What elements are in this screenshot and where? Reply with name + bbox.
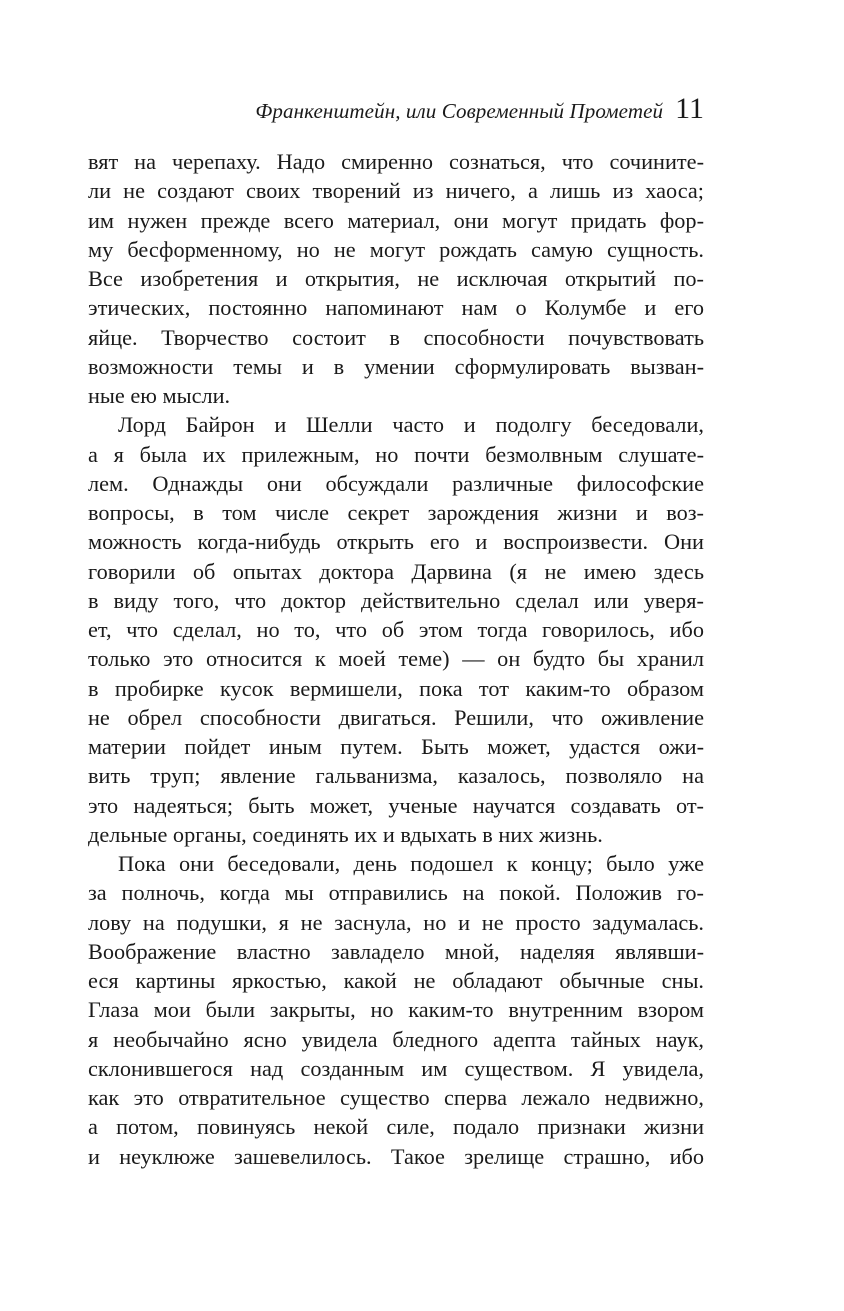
text-line: не обрел способности двигаться. Решили, что оживление [88, 704, 704, 730]
text-line: вят на черепаху. Надо смиренно сознаться, что сочините- [88, 149, 704, 174]
text-line: ли не создают своих творений из ничего, а лишь из хаоса; [88, 178, 704, 204]
text-line: лем. Однажды они обсуждали различные философские [88, 470, 704, 496]
text-line: в виду того, что доктор действительно сделал или уверя- [88, 587, 704, 613]
body-text [88, 147, 704, 1171]
text-line: а потом, повинуясь некой силе, подало признаки жизни [88, 1114, 704, 1140]
text-line: лову на подушки, я не заснула, но и не просто задумалась. [88, 909, 704, 935]
text-line: только это относится к моей теме) — он будто бы хранил [88, 646, 704, 672]
text-line: в пробирке кусок вермишели, пока тот каким-то образом [88, 675, 704, 701]
text-line: ет, что сделал, но то, что об этом тогда говорилось, ибо [88, 617, 704, 642]
text-line: Пока они беседовали, день подошел к концу; было уже [118, 851, 704, 876]
text-line: Воображение властно завладело мной, наделяя являвши- [88, 938, 704, 964]
paragraph-1 [88, 147, 704, 410]
text-line: материи пойдет иным путем. Быть может, удастся ожи- [88, 734, 704, 759]
text-line: говорили об опытах доктора Дарвина (я не имею здесь [88, 558, 704, 584]
text-line: дельные органы, соединять их и вдыхать в них жизнь. [88, 821, 603, 847]
text-line: Все изобретения и открытия, не исключая открытий по- [88, 266, 704, 291]
text-line: я необычайно ясно увидела бледного адепта тайных наук, [88, 1026, 704, 1052]
running-head [88, 92, 704, 126]
text-line: можность когда-нибудь открыть его и воспроизвести. Они [88, 529, 704, 555]
text-line: это надеяться; быть может, ученые научатся создавать от- [88, 792, 704, 818]
text-line: вопросы, в том числе секрет зарождения жизни и воз- [88, 500, 704, 525]
text-line: им нужен прежде всего материал, они могут придать фор- [88, 207, 704, 233]
text-line: еся картины яркостью, какой не обладают обычные сны. [88, 968, 704, 993]
text-line: за полночь, когда мы отправились на покой. Положив го- [88, 880, 704, 906]
running-title: Франкенштейн, или Современный Прометей [255, 99, 664, 123]
text-line: му бесформенному, но не могут рождать самую сущность. [88, 236, 704, 262]
text-line: вить труп; явление гальванизма, казалось, позволяло на [88, 763, 704, 789]
text-line: возможности темы и в умении сформулировать вызван- [88, 353, 704, 379]
text-line: яйце. Творчество состоит в способности почувствовать [88, 324, 704, 350]
text-line: ные ею мысли. [88, 383, 231, 408]
paragraph-3 [88, 849, 704, 1171]
text-line: Глаза мои были закрыты, но каким-то внутренним взором [88, 997, 704, 1023]
page-number: 11 [675, 92, 704, 125]
text-line: как это отвратительное существо сперва лежало недвижно, [88, 1085, 704, 1110]
paragraph-2 [88, 410, 704, 849]
text-line: а я была их прилежным, но почти безмолвным слушате- [88, 441, 704, 467]
text-line: склонившегося над созданным им существом. Я увидела, [88, 1055, 704, 1081]
text-line: этических, постоянно напоминают нам о Колумбе и его [88, 295, 704, 321]
text-line: и неуклюже зашевелилось. Такое зрелище страшно, ибо [88, 1143, 704, 1169]
text-line: Лорд Байрон и Шелли часто и подолгу беседовали, [118, 412, 704, 438]
